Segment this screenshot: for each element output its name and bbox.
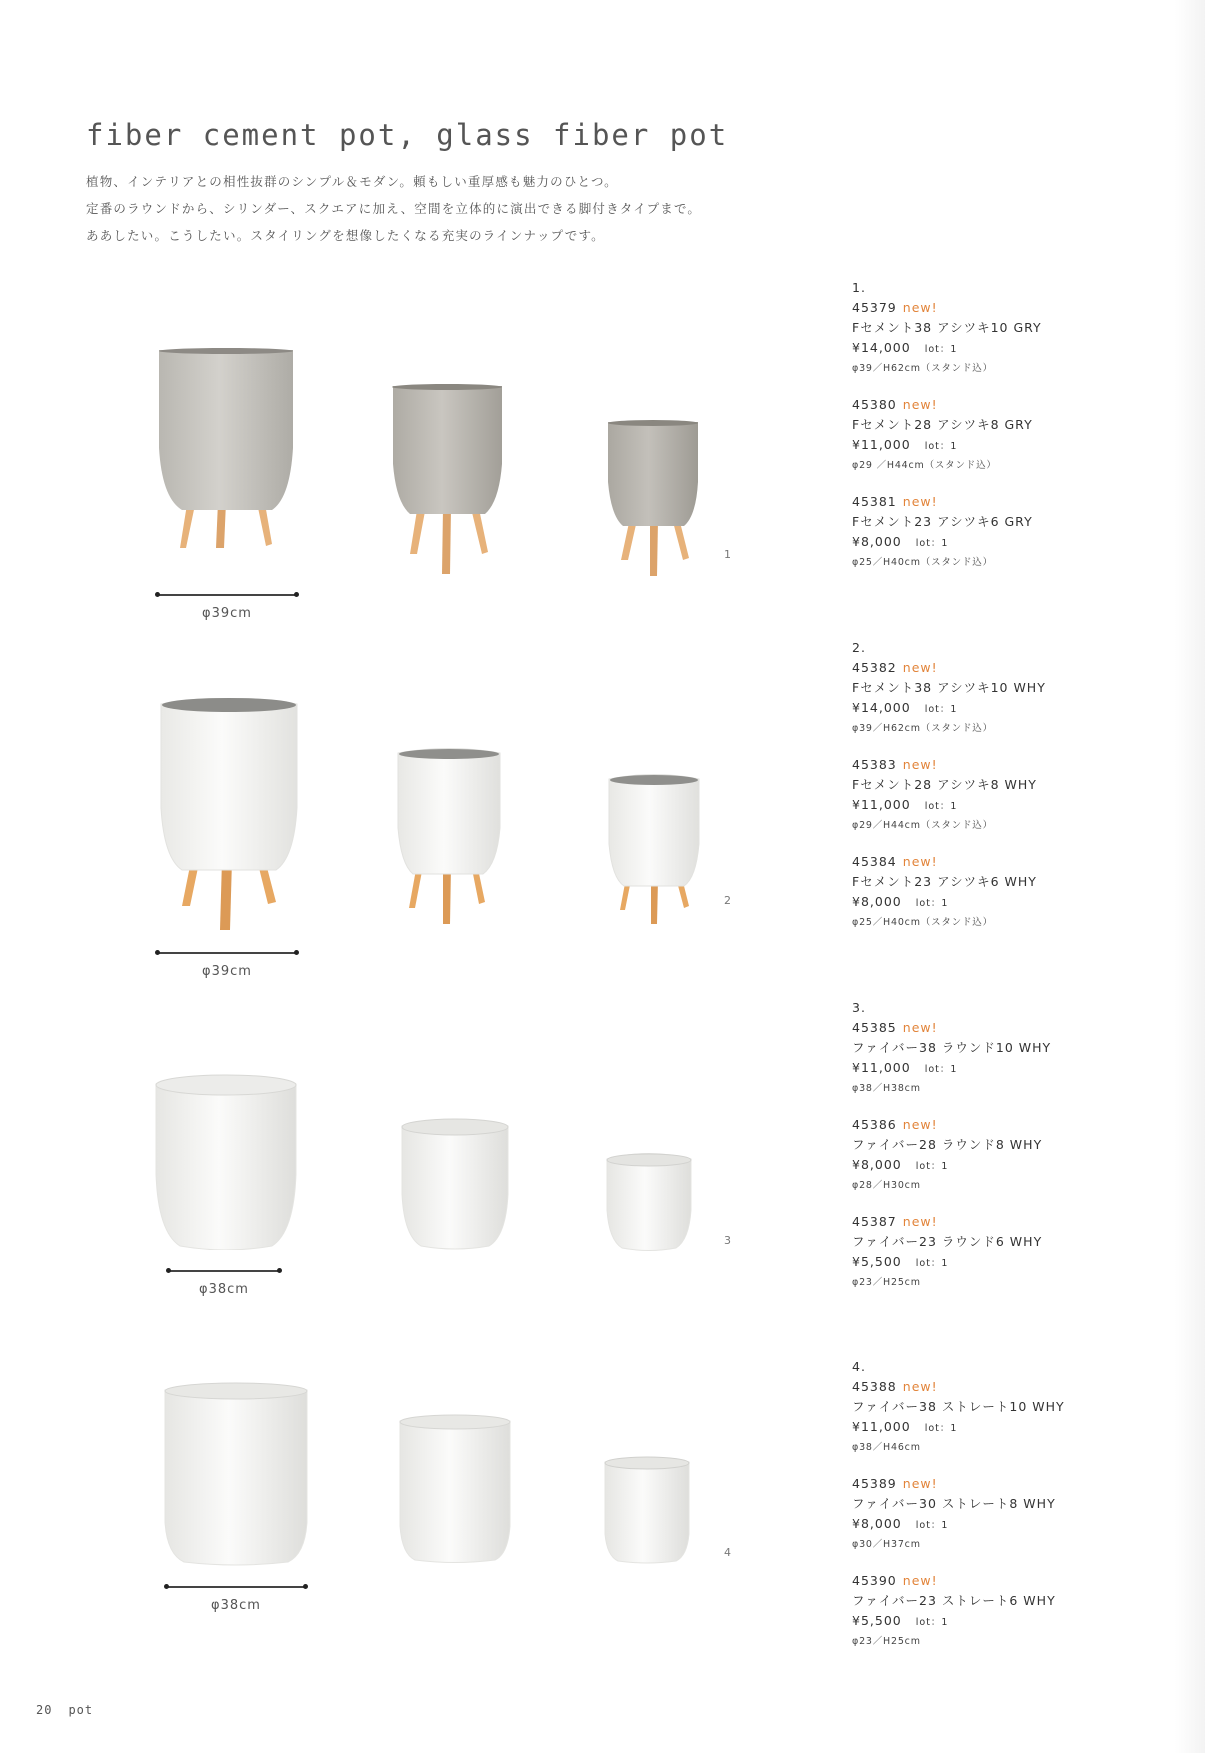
new-badge: new! [902,397,938,412]
product-price: ¥5,500 [852,1254,902,1269]
dimension-rule [157,952,297,954]
new-badge: new! [902,660,938,675]
product-size: φ23／H25cm [852,1277,921,1288]
group-number: 3. [852,1000,866,1015]
page-title: fiber cement pot, glass fiber pot [86,118,729,152]
product-lot: lot：1 [915,538,949,549]
dimension-rule [168,1270,280,1272]
product-code: 45384 [852,854,897,869]
photo-label: 1 [724,548,731,561]
product-name: ファイバー38 ラウンド10 WHY [852,1040,1052,1055]
product-code: 45386 [852,1117,897,1132]
new-badge: new! [902,1379,938,1394]
pot-photo-white-round-large [152,1074,300,1250]
product-size: φ29 ／H44cm（スタンド込） [852,460,997,471]
product-name: Fセメント23 アシツキ6 WHY [852,874,1037,889]
product-price: ¥11,000 [852,1060,911,1075]
product-item [852,755,1046,835]
new-badge: new! [902,300,938,315]
dimension-rule [166,1586,306,1588]
product-size: φ23／H25cm [852,1636,921,1647]
product-item [852,395,1042,475]
product-size: φ38／H46cm [852,1442,921,1453]
page-edge-shadow [1175,0,1205,1753]
diameter-label: φ39cm [202,964,252,979]
product-item [852,1377,1065,1457]
intro-line: 植物、インテリアとの相性抜群のシンプル＆モダン。頼もしい重厚感も魅力のひとつ。 [86,174,618,189]
new-badge: new! [902,1214,938,1229]
pot-photo-gray-legged-medium [390,384,505,574]
product-price: ¥8,000 [852,1157,902,1172]
product-code: 45389 [852,1476,897,1491]
intro-line: 定番のラウンドから、シリンダー、スクエアに加え、空間を立体的に演出できる脚付きタイプまで。 [86,201,702,216]
product-name: ファイバー38 ストレート10 WHY [852,1399,1065,1414]
diameter-measure [164,1586,308,1613]
product-lot: lot：1 [924,704,958,715]
diameter-measure [156,594,298,621]
spec-group-4 [852,1357,1065,1668]
product-price: ¥14,000 [852,700,911,715]
product-lot: lot：1 [924,801,958,812]
new-badge: new! [902,854,938,869]
product-code: 45381 [852,494,897,509]
product-lot: lot：1 [915,898,949,909]
product-item [852,852,1046,932]
new-badge: new! [902,494,938,509]
pot-photo-white-legged-small [606,774,702,924]
group-number: 4. [852,1359,866,1374]
section-name: pot [68,1703,94,1717]
page-footer [36,1703,93,1717]
product-item [852,492,1042,572]
product-code: 45387 [852,1214,897,1229]
product-size: φ38／H38cm [852,1083,921,1094]
page-number: 20 [36,1703,53,1717]
product-lot: lot：1 [924,1423,958,1434]
product-lot: lot：1 [924,1064,958,1075]
product-name: Fセメント38 アシツキ10 WHY [852,680,1046,695]
product-name: ファイバー30 ストレート8 WHY [852,1496,1056,1511]
pot-photo-white-straight-small [602,1456,692,1564]
product-size: φ28／H30cm [852,1180,921,1191]
product-lot: lot：1 [924,441,958,452]
product-code: 45380 [852,397,897,412]
diameter-measure [166,1270,282,1297]
new-badge: new! [902,1573,938,1588]
dimension-rule [157,594,297,596]
new-badge: new! [902,1476,938,1491]
photo-label: 3 [724,1234,731,1247]
product-size: φ39／H62cm（スタンド込） [852,723,993,734]
spec-group-1 [852,278,1042,589]
product-item [852,298,1042,378]
product-name: Fセメント28 アシツキ8 GRY [852,417,1033,432]
product-name: Fセメント23 アシツキ6 GRY [852,514,1033,529]
product-item [852,658,1046,738]
product-item [852,1212,1051,1292]
product-price: ¥8,000 [852,534,902,549]
product-code: 45388 [852,1379,897,1394]
product-lot: lot：1 [915,1617,949,1628]
product-name: ファイバー28 ラウンド8 WHY [852,1137,1043,1152]
product-code: 45383 [852,757,897,772]
product-size: φ29／H44cm（スタンド込） [852,820,993,831]
product-code: 45390 [852,1573,897,1588]
product-price: ¥8,000 [852,1516,902,1531]
product-size: φ30／H37cm [852,1539,921,1550]
product-code: 45379 [852,300,897,315]
product-price: ¥11,000 [852,797,911,812]
product-item [852,1571,1065,1651]
product-lot: lot：1 [915,1520,949,1531]
product-name: ファイバー23 ストレート6 WHY [852,1593,1056,1608]
spec-group-3 [852,998,1051,1309]
product-price: ¥14,000 [852,340,911,355]
pot-photo-white-round-medium [399,1118,511,1250]
diameter-measure [156,952,298,979]
product-item [852,1474,1065,1554]
spec-group-2 [852,638,1046,949]
product-item [852,1018,1051,1098]
product-item [852,1115,1051,1195]
product-price: ¥11,000 [852,1419,911,1434]
pot-photo-white-round-small [604,1152,694,1252]
pot-photo-gray-legged-large [152,348,302,558]
product-lot: lot：1 [915,1161,949,1172]
product-lot: lot：1 [924,344,958,355]
new-badge: new! [902,1117,938,1132]
diameter-label: φ38cm [211,1598,261,1613]
product-name: Fセメント38 アシツキ10 GRY [852,320,1042,335]
product-price: ¥11,000 [852,437,911,452]
product-price: ¥8,000 [852,894,902,909]
product-price: ¥5,500 [852,1613,902,1628]
pot-photo-white-straight-large [162,1382,310,1566]
intro-text [86,168,701,249]
pot-photo-white-straight-medium [397,1414,513,1564]
intro-line: ああしたい。こうしたい。スタイリングを想像したくなる充実のラインナップです。 [86,228,605,243]
product-name: Fセメント28 アシツキ8 WHY [852,777,1037,792]
product-size: φ25／H40cm（スタンド込） [852,917,993,928]
diameter-label: φ38cm [199,1282,249,1297]
product-lot: lot：1 [915,1258,949,1269]
new-badge: new! [902,1020,938,1035]
pot-photo-white-legged-large [158,698,300,930]
pot-photo-white-legged-medium [395,748,503,924]
group-number: 2. [852,640,866,655]
product-size: φ25／H40cm（スタンド込） [852,557,993,568]
diameter-label: φ39cm [202,606,252,621]
new-badge: new! [902,757,938,772]
group-number: 1. [852,280,866,295]
product-code: 45385 [852,1020,897,1035]
product-name: ファイバー23 ラウンド6 WHY [852,1234,1043,1249]
photo-label: 4 [724,1546,731,1559]
product-code: 45382 [852,660,897,675]
product-size: φ39／H62cm（スタンド込） [852,363,993,374]
photo-label: 2 [724,894,731,907]
pot-photo-gray-legged-small [606,420,702,576]
